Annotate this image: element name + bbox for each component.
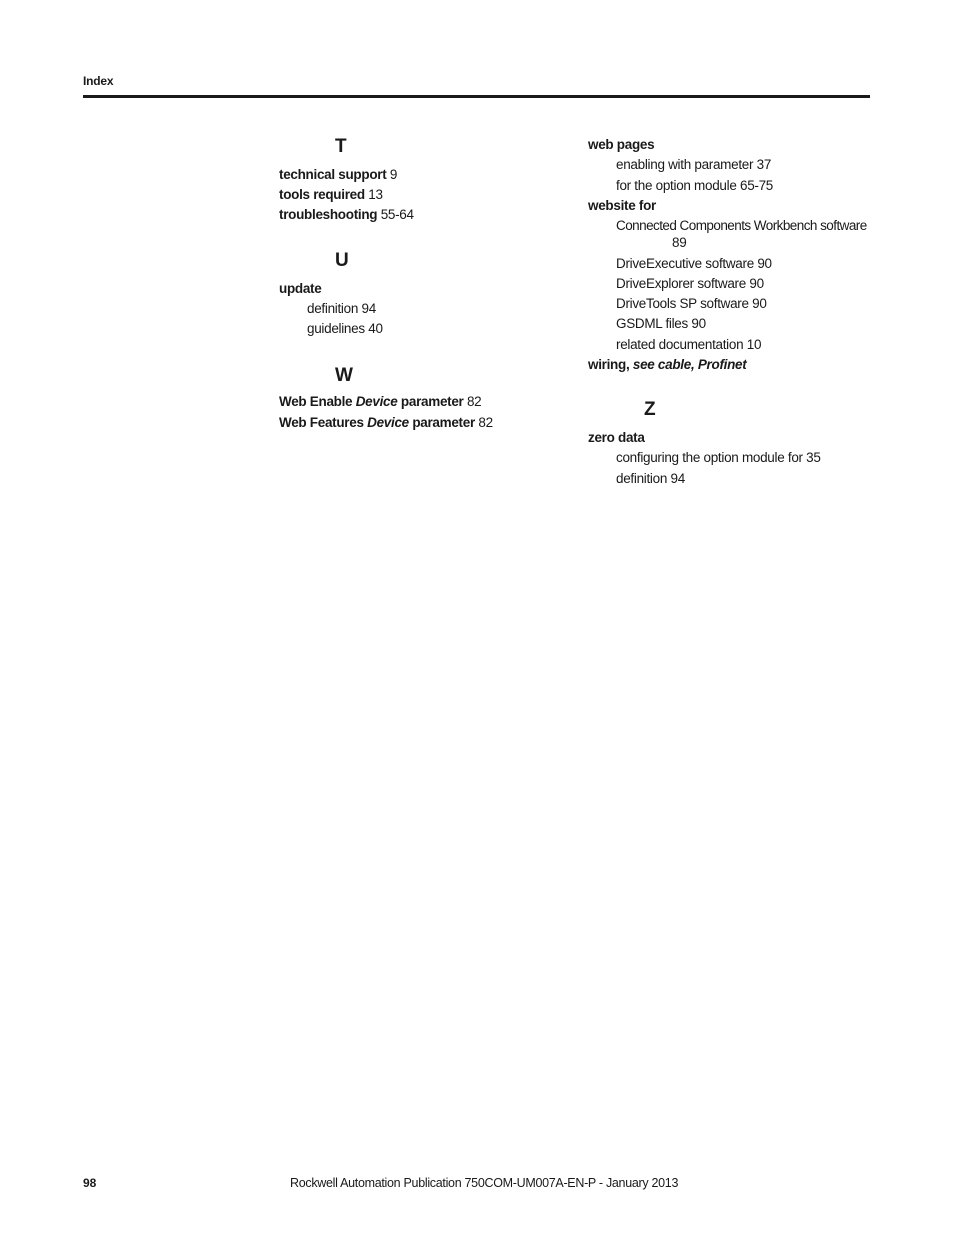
section-letter-t: T	[335, 136, 347, 157]
section-letter-u: U	[335, 250, 349, 271]
index-pages: 9	[389, 167, 398, 182]
index-subentry: configuring the option module for 35	[616, 450, 821, 465]
index-term: update	[279, 281, 322, 296]
index-term: tools required	[279, 187, 365, 202]
index-pages: 82	[478, 415, 493, 430]
publication-info: Rockwell Automation Publication 750COM-UM007A-EN-P - January 2013	[290, 1176, 679, 1190]
index-entry	[279, 187, 383, 203]
index-subentry: guidelines 40	[307, 321, 383, 336]
index-subentry: enabling with parameter 37	[616, 157, 772, 172]
index-entry	[588, 198, 656, 214]
index-subentry: related documentation 10	[616, 337, 762, 352]
index-term-italic: Device	[355, 394, 398, 409]
index-entry	[279, 207, 414, 223]
index-term-italic: Device	[367, 415, 409, 430]
index-entry	[279, 394, 481, 410]
index-term: Web Enable	[279, 394, 353, 409]
index-term: website for	[588, 198, 656, 213]
index-term: web pages	[588, 137, 655, 152]
index-subentry-continuation: 89	[672, 235, 687, 250]
index-entry	[279, 281, 321, 297]
section-letter-w: W	[335, 365, 353, 386]
index-term: zero data	[588, 430, 645, 445]
index-subentry: DriveExplorer software 90	[616, 276, 764, 291]
index-subentry: DriveExecutive software 90	[616, 256, 772, 271]
index-entry	[279, 415, 493, 431]
index-subentry: for the option module 65-75	[616, 178, 774, 193]
index-pages: 13	[368, 187, 383, 202]
section-letter-z: Z	[644, 399, 656, 420]
index-term-suffix: parameter	[400, 394, 464, 409]
index-pages: 82	[466, 394, 482, 409]
index-entry	[588, 137, 654, 153]
index-pages: 55-64	[380, 207, 414, 222]
index-entry	[588, 357, 746, 373]
index-entry	[588, 430, 645, 446]
index-term: wiring,	[588, 357, 630, 372]
header-label: Index	[83, 74, 114, 88]
index-see-reference: see cable, Profinet	[632, 357, 747, 372]
index-subentry: definition 94	[616, 471, 685, 486]
index-term: technical support	[279, 167, 387, 182]
page-number: 98	[83, 1176, 97, 1190]
index-entry	[279, 167, 397, 183]
index-subentry: Connected Components Workbench software	[616, 218, 867, 233]
index-term: Web Features	[279, 415, 364, 430]
header-rule	[83, 95, 870, 98]
index-term: troubleshooting	[279, 207, 378, 222]
index-subentry: DriveTools SP software 90	[616, 296, 767, 311]
index-subentry: GSDML files 90	[616, 316, 706, 331]
index-subentry: definition 94	[307, 301, 376, 316]
index-term-suffix: parameter	[412, 415, 475, 430]
